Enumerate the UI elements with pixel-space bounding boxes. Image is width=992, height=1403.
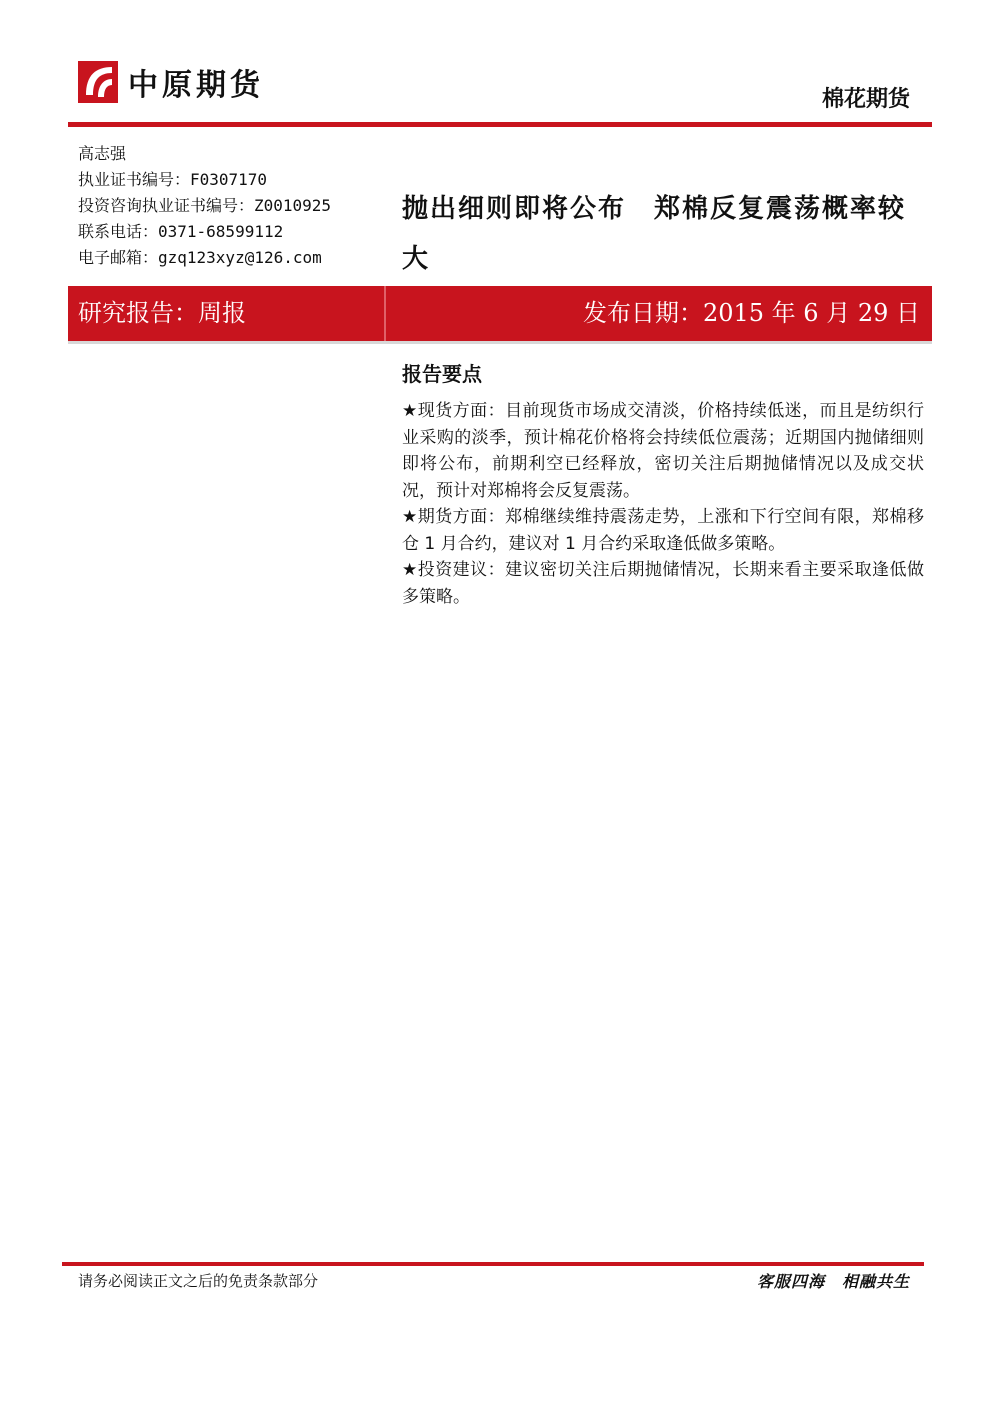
bottom-divider xyxy=(62,1262,924,1266)
summary-heading: 报告要点 xyxy=(402,362,482,386)
summary-spot: ★现货方面：目前现货市场成交清淡，价格持续低迷，而且是纺织行业采购的淡季，预计棉花价格将会持续低位震荡；近期国内抛储细则即将公布，前期利空已经释放，密切关注后期抛储情况以及成交状况，预计对郑棉将会反复震荡。 xyxy=(402,401,924,501)
summary-futures: ★期货方面：郑棉继续维持震荡走势，上涨和下行空间有限，郑棉移仓 1 月合约，建议对 1 月合约采取逢低做多策略。 xyxy=(402,507,924,554)
report-banner xyxy=(68,286,932,344)
summary-advice: ★投资建议：建议密切关注后期抛储情况，长期来看主要采取逢低做多策略。 xyxy=(402,560,924,607)
footer-disclaimer: 请务必阅读正文之后的免责条款部分 xyxy=(78,1272,319,1290)
author-name: 高志强 xyxy=(78,144,127,163)
report-title: 抛出细则即将公布 郑棉反复震荡概率较大 xyxy=(402,194,907,274)
logo-text: 中原期货 xyxy=(128,68,264,103)
summary-body xyxy=(402,398,924,610)
footer-slogan: 客服四海 相融共生 xyxy=(756,1272,910,1291)
author-info xyxy=(78,141,331,271)
category-label: 棉花期货 xyxy=(821,87,910,112)
banner-divider xyxy=(384,286,386,341)
logo-mark-icon xyxy=(78,61,118,103)
top-divider xyxy=(68,122,932,127)
author-advisory-license: 投资咨询执业证书编号：Z0010925 xyxy=(78,196,332,215)
report-type: 研究报告：周报 xyxy=(78,299,246,327)
publish-date: 发布日期：2015 年 6 月 29 日 xyxy=(582,299,920,327)
author-license: 执业证书编号：F0307170 xyxy=(78,170,268,189)
author-phone: 联系电话：0371-68599112 xyxy=(78,222,284,241)
company-logo xyxy=(78,60,264,104)
author-email: 电子邮箱：gzq123xyz@126.com xyxy=(78,248,322,267)
